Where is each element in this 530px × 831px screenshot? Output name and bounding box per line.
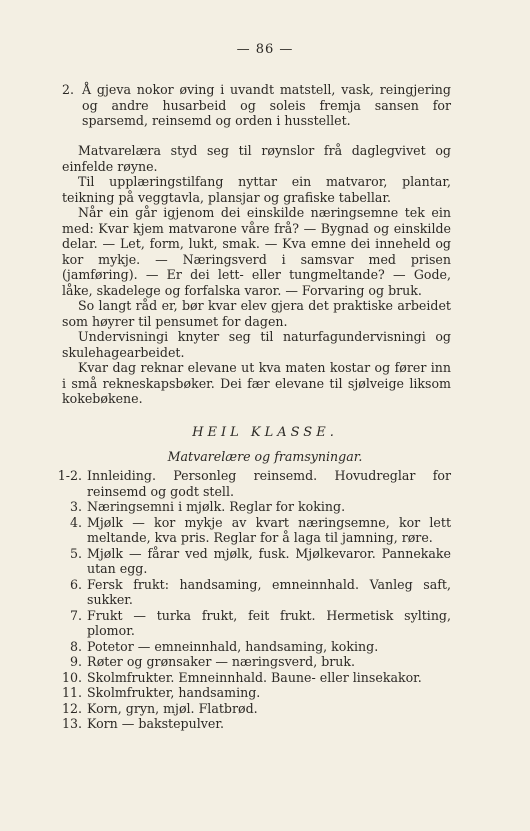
list-text: Korn, gryn, mjøl. Flatbrød. [87, 700, 258, 716]
body-text [62, 143, 451, 407]
list-item [52, 685, 451, 701]
list-item [52, 670, 451, 686]
list-text: Skolmfrukter, handsaming. [87, 685, 261, 700]
paragraph-text: Å gjeva nokor øving i uvandt matstell, vask, reingjering og andre husarbeid og soleis fremja sansen for sparsemd, reinsemd og orden i husstellet. [82, 82, 451, 128]
list-number: 12. [61, 700, 82, 716]
list-number: 10. [61, 669, 82, 685]
list-text: Skolmfrukter. Emneinnhald. Baune- eller linsekakor. [87, 669, 422, 685]
section-subheading: Matvarelære og framsyningar. [167, 449, 363, 464]
paragraph: Kvar dag reknar elevane ut kva maten kostar og fører inn i små rekneskapsbøker. Dei fær elevane til sjølveige liksom kokebøkene. [62, 360, 451, 406]
list-number: 6. [69, 576, 82, 592]
list-text: Næringsemni i mjølk. Reglar for koking. [87, 499, 346, 514]
list-text: Mjølk — fårar ved mjølk, fusk. Mjølkevaror. Pannekake utan egg. [87, 545, 451, 576]
list-text: Potetor — emneinnhald, handsaming, koking. [87, 638, 379, 654]
list-item [52, 577, 451, 608]
list-item [52, 546, 451, 577]
list-item [52, 499, 451, 515]
list-text: Røter og grønsaker — næringsverd, bruk. [87, 654, 356, 669]
list-item [52, 608, 451, 639]
list-number: 9. [69, 654, 82, 669]
list-number: 5. [69, 545, 82, 561]
section-heading: HEIL KLASSE. [192, 425, 338, 440]
list-number: 13. [61, 716, 82, 731]
list-number: 7. [69, 607, 82, 623]
list-item [52, 515, 451, 546]
list-item [52, 654, 451, 670]
list-text: Innleiding. Personleg reinsemd. Hovudreglar for reinsemd og godt stell. [87, 468, 451, 499]
list-item [52, 701, 451, 717]
list-number: 4. [69, 514, 82, 530]
list-number: 8. [69, 638, 82, 654]
list-number: 1-2. [57, 468, 82, 483]
paragraph-number: 2. [62, 82, 75, 97]
list-item [52, 468, 451, 499]
list-text: Fersk frukt: handsaming, emneinnhald. Vanleg saft, sukker. [87, 576, 451, 607]
paragraph: Matvarelæra styd seg til røynslor frå daglegvivet og einfelde røyne. [62, 143, 451, 174]
lesson-list [52, 468, 451, 732]
list-number: 11. [61, 685, 82, 700]
page-number: — 86 — [236, 42, 294, 57]
paragraph: Undervisningi knyter seg til naturfagundervisningi og skulehagearbeidet. [62, 329, 451, 360]
list-item [52, 716, 451, 732]
paragraph: So langt råd er, bør kvar elev gjera det praktiske arbeidet som høyrer til pensumet for dagen. [62, 298, 451, 329]
paragraph: Når ein går igjenom dei einskilde næringsemne tek ein med: Kvar kjem matvarone våre frå? — Bygnad og einskilde delar. — Let, form, lukt, smak. — Kva emne dei inneheld og kor mykje. — Næringsverd i samsvar med prisen (jamføring). — Er dei lett- eller tungmeltande? — Gode, låke, skadelege og forfalska varor. — Forvaring og bruk. [62, 205, 451, 298]
list-text: Frukt — turka frukt, feit frukt. Hermetisk sylting, plomor. [87, 607, 451, 638]
list-number: 3. [69, 499, 82, 514]
list-item [52, 639, 451, 655]
paragraph: Til upplæringstilfang nyttar ein matvaror, plantar, teikning på veggtavla, plansjar og grafiske tabellar. [62, 174, 451, 205]
numbered-paragraph [62, 82, 451, 129]
list-text: Mjølk — kor mykje av kvart næringsemne, kor lett meltande, kva pris. Reglar for å laga til jamning, røre. [87, 514, 451, 545]
list-text: Korn — bakstepulver. [87, 716, 224, 731]
